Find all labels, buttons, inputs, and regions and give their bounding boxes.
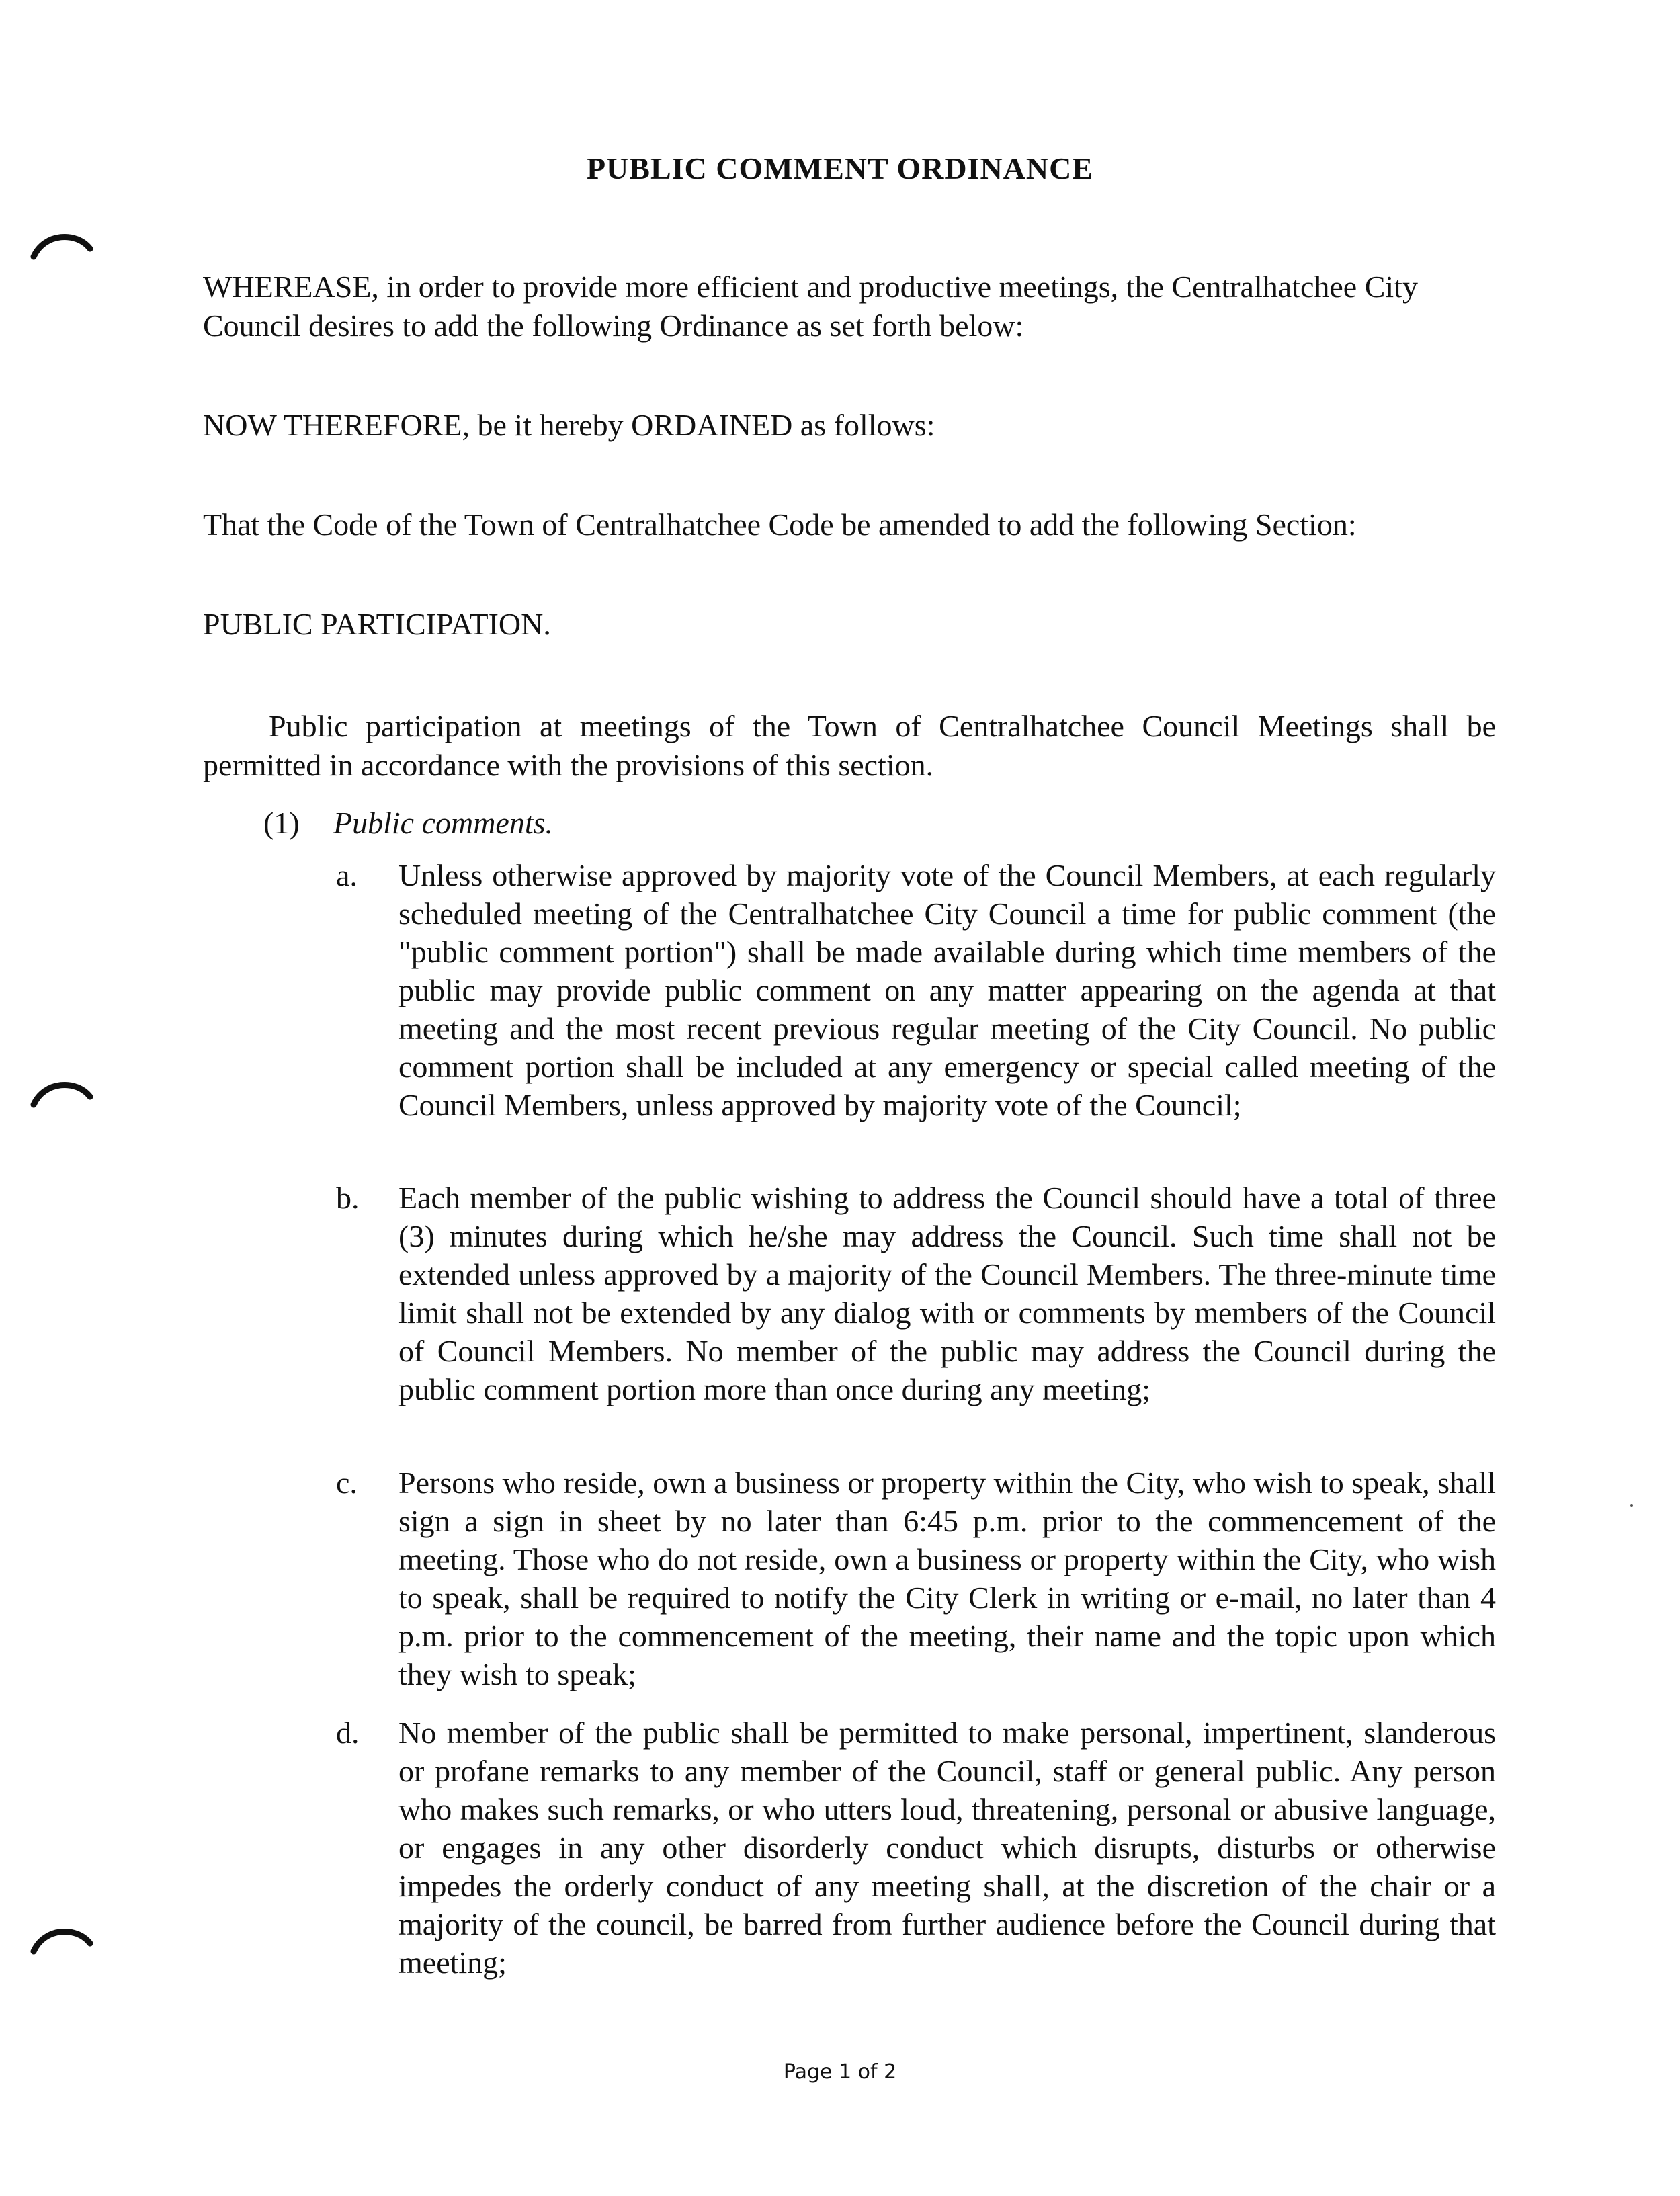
scan-speck (1630, 1504, 1633, 1507)
hole-punch-mark (30, 1923, 94, 1957)
hole-punch-mark (30, 1076, 94, 1110)
list-item-letter: c. (336, 1466, 358, 1500)
list-item (336, 1464, 1496, 1693)
whereas-clause: WHEREASE, in order to provide more efficient and productive meetings, the Centralhatchee City Council desires to add the following Ordinance as set forth below: (203, 269, 1418, 343)
list-item-text: Each member of the public wishing to address the Council should have a total of three (3) minutes during which he/she may address the Council. Such time shall not be extended unless approved by a majority of the Council Members. The three-minute time limit shall not be extended by any dialog with or comments by members of the Council of Council Members. No member of the public may address the Council during the public comment portion more than once during any meeting; (398, 1181, 1496, 1406)
list-item-text: Unless otherwise approved by majority vote of the Council Members, at each regularly scheduled meeting of the Centralhatchee City Council a time for public comment (the "public comment portion") shall be made available during which time members of the public may provide public comment on any matter appearing on the agenda at that meeting and the most recent previous regular meeting of the City Council. No public comment portion shall be included at any emergency or special called meeting of the Council Members, unless approved by majority vote of the Council; (398, 858, 1496, 1122)
document-title: PUBLIC COMMENT ORDINANCE (586, 151, 1094, 185)
list-item-text: Persons who reside, own a business or property within the City, who wish to speak, shall sign a sign in sheet by no later than 6:45 p.m. prior to the commencement of the meeting. Those who do not reside, own a business or property within the City, who wish to speak, shall be required to notify the City Clerk in writing or e-mail, no later than 4 p.m. prior to the commencement of the meeting, their name and the topic upon which they wish to speak; (398, 1466, 1496, 1691)
subsection-number: (1) (263, 806, 300, 840)
list-item (336, 1714, 1496, 1982)
intro-paragraph: Public participation at meetings of the Town of Centralhatchee Council Meetings shall be permitted in accordance with the provisions of this section. (203, 709, 1496, 782)
subsection-heading (263, 804, 553, 843)
now-therefore-clause: NOW THEREFORE, be it hereby ORDAINED as follows: (203, 408, 935, 442)
page-number-footer: Page 1 of 2 (783, 2060, 897, 2084)
list-item (336, 1179, 1496, 1408)
hole-punch-mark (30, 228, 94, 262)
list-item-text: No member of the public shall be permitted to make personal, impertinent, slanderous or profane remarks to any member of the Council, staff or general public. Any person who makes such remarks, or who utters loud, threatening, personal or abusive language, or engages in any other disorderly conduct which disrupts, disturbs or otherwise impedes the orderly conduct of any meeting shall, at the discretion of the chair or a majority of the council, be barred from further audience before the Council during that meeting; (398, 1716, 1496, 1980)
list-item (336, 856, 1496, 1124)
list-item-letter: b. (336, 1181, 360, 1215)
subsection-title: Public comments. (333, 806, 554, 840)
list-item-letter: a. (336, 858, 358, 892)
list-item-letter: d. (336, 1716, 360, 1750)
amendment-clause: That the Code of the Town of Centralhatchee Code be amended to add the following Section: (203, 507, 1357, 542)
section-heading: PUBLIC PARTICIPATION. (203, 607, 551, 641)
